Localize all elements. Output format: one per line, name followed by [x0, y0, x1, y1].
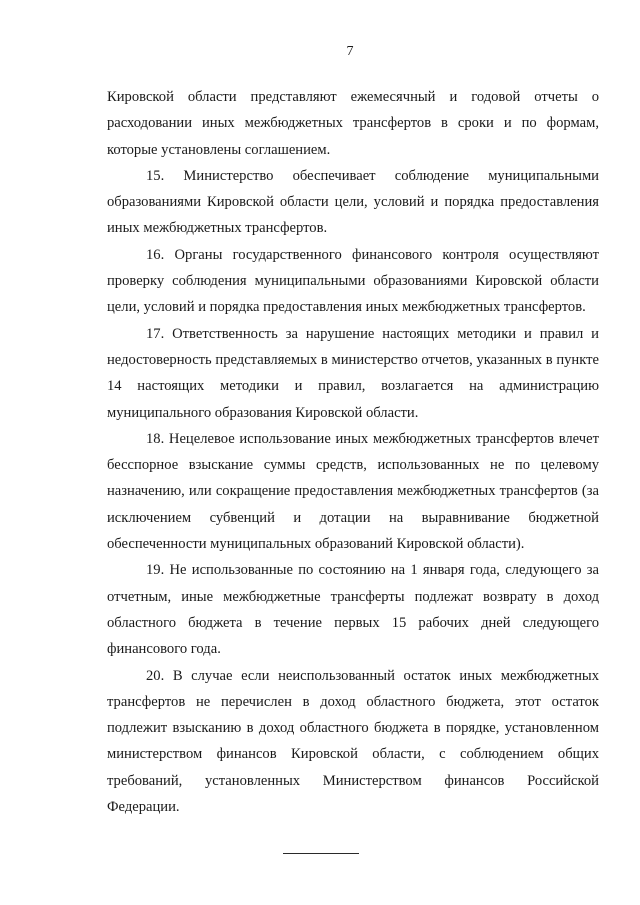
- paragraph-15: 15. Министерство обеспечивает соблюдение муниципальными образованиями Кировской области цели, условий и порядка предоставления иных межбюджетных трансфертов.: [107, 167, 599, 237]
- paragraph-20: 20. В случае если неиспользованный остаток иных межбюджетных трансфертов не перечислен в доход областного бюджета, этот остаток подлежит взысканию в доход областного бюджета в порядке, установленном министерством финансов Кировской области, с соблюдением общих требований, установленных Министерством финансов Российской Федерации.: [107, 667, 599, 816]
- paragraph-continuation: Кировской области представляют ежемесячный и годовой отчеты о расходовании иных межбюджетных трансфертов в сроки и по формам, которые установлены соглашением.: [107, 89, 599, 158]
- paragraph-19: 19. Не использованные по состоянию на 1 января года, следующего за отчетным, иные межбюджетные трансферты подлежат возврату в доход областного бюджета в течение первых 15 рабочих дней следующего финансового года.: [107, 562, 599, 658]
- paragraph-17: 17. Ответственность за нарушение настоящих методики и правил и недостоверность представляемых в министерство отчетов, указанных в пункте 14 настоящих методики и правил, возлагается на администрацию муниципального образования Кировской области.: [107, 325, 599, 421]
- paragraph-18: 18. Нецелевое использование иных межбюджетных трансфертов влечет бесспорное взыскание суммы средств, использованных не по целевому назначению, или сокращение предоставления межбюджетных трансфертов (за исключением субвенций и дотации на выравнивание бюджетной обеспеченности муниципальных образований Кировской области).: [107, 430, 599, 553]
- paragraph-16: 16. Органы государственного финансового контроля осуществляют проверку соблюдения муниципальными образованиями Кировской области цели, условий и порядка предоставления иных межбюджетных трансфертов.: [107, 246, 599, 316]
- end-divider: [283, 853, 359, 854]
- page-number: 7: [346, 44, 354, 59]
- document-body: [107, 84, 599, 820]
